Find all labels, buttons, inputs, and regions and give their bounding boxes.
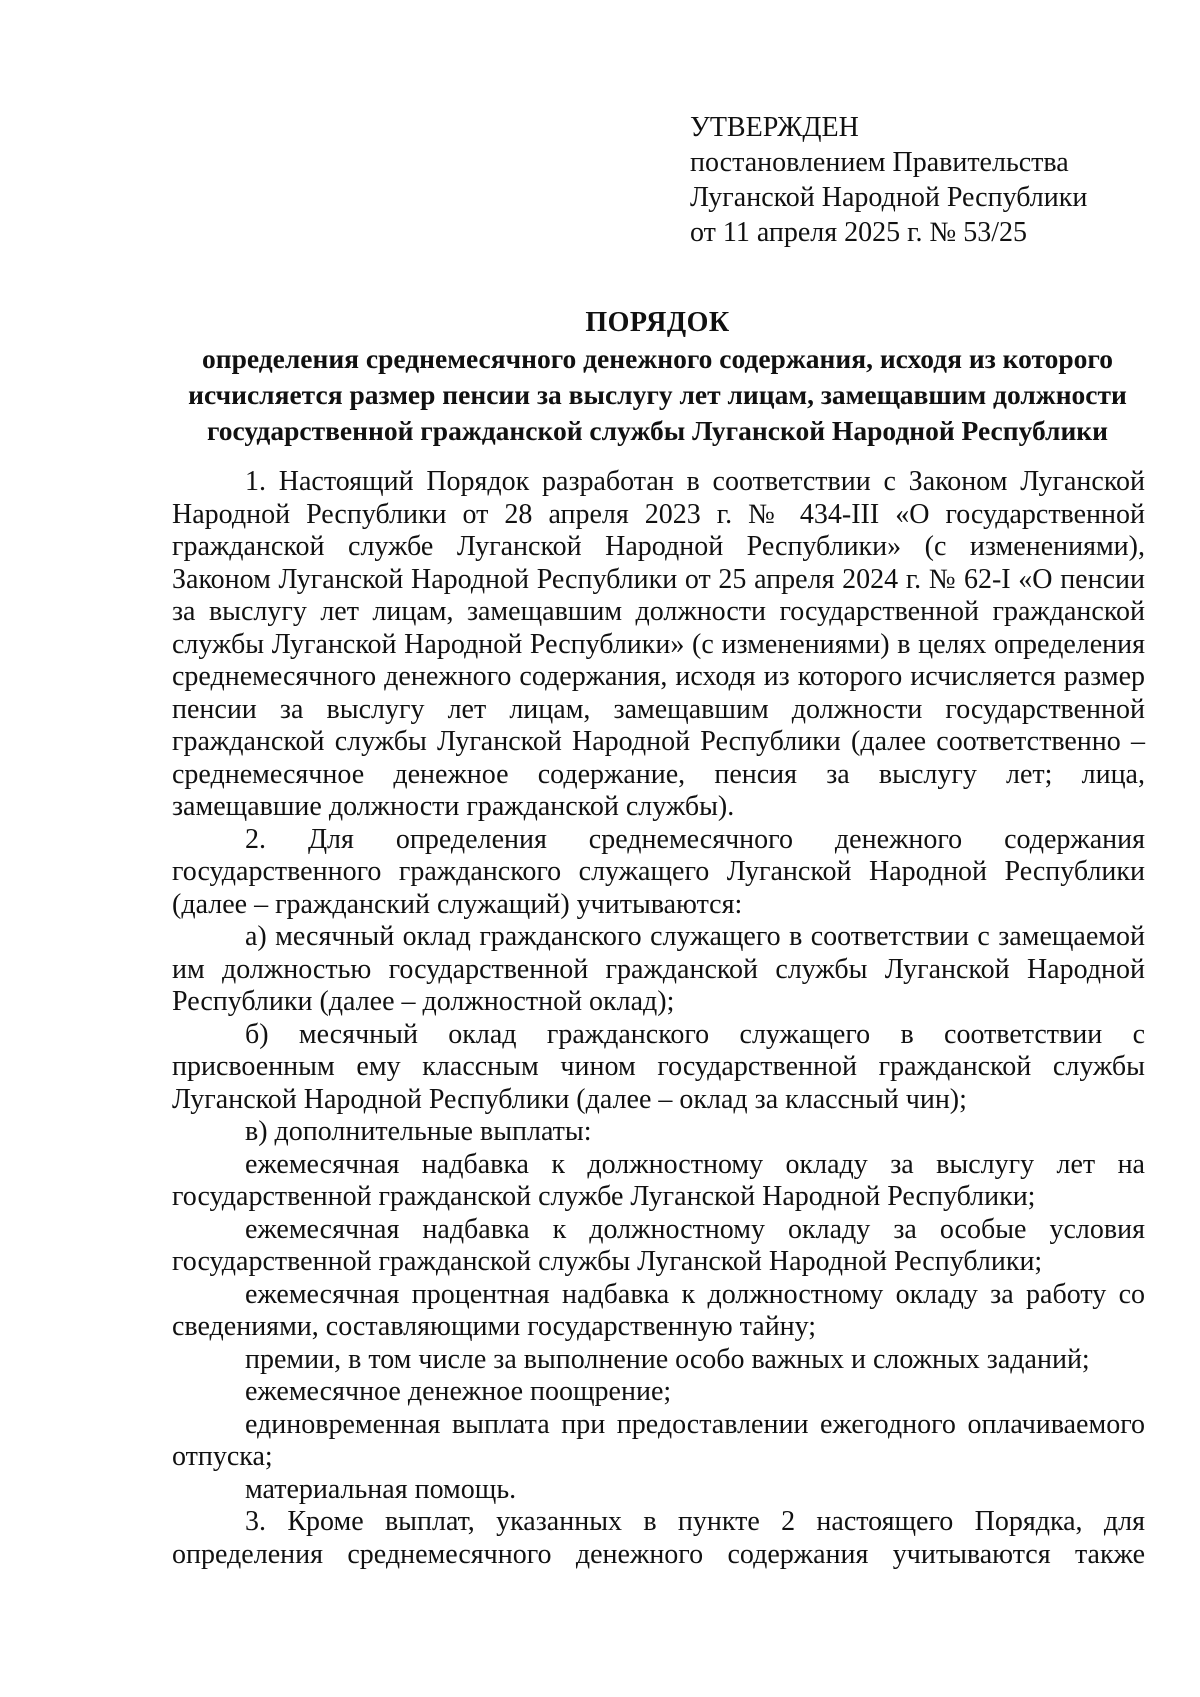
paragraph-2b: б) месячный оклад гражданского служащего в соответствии с присвоенным ему классным чином государственной гражданской службы Луганской Народной Республики (далее – оклад за классный чин);	[172, 1018, 1145, 1115]
list-item: премии, в том числе за выполнение особо важных и сложных заданий;	[245, 1343, 1090, 1375]
paragraph-2a: а) месячный оклад гражданского служащего в соответствии с замещаемой им должностью государственной гражданской службы Луганской Народной Республики (далее – должностной оклад);	[172, 921, 1145, 1017]
paragraph-2c: в) дополнительные выплаты:	[245, 1116, 592, 1147]
list-item: материальная помощь.	[245, 1473, 517, 1505]
document-title-block	[170, 305, 1145, 449]
list-item: ежемесячное денежное поощрение;	[245, 1376, 672, 1407]
list-item: ежемесячная надбавка к должностному окладу за особые условия государственной гражданской службы Луганской Народной Республики;	[172, 1213, 1145, 1277]
document-subtitle	[170, 341, 1145, 449]
approval-date-line: от 11 апреля 2025 г. № 53/25	[690, 217, 1027, 248]
subtitle-line: определения среднемесячного денежного содержания, исходя из которого	[202, 343, 1113, 374]
paragraph-1: 1. Настоящий Порядок разработан в соответствии с Законом Луганской Народной Республики от 28 апреля 2023 г. № 434-III «О государственной гражданской службе Луганской Народной Республики» (с изменениями), Законом Луганской Народной Республики от 25 апреля 2024 г. № 62-I «О пенсии за выслугу лет лицам, замещавшим должности государственной гражданской службы Луганской Народной Республики» (с изменениями) в целях определения среднемесячного денежного содержания, исходя из которого исчисляется размер пенсии за выслугу лет лицам, замещавшим должности государственной гражданской службы Луганской Народной Республики (далее соответственно – среднемесячное денежное содержание, пенсия за выслугу лет; лица, замещавшие должности гражданской службы).	[172, 466, 1145, 822]
list-item: ежемесячная надбавка к должностному окладу за выслугу лет на государственной гражданской службе Луганской Народной Республики;	[172, 1148, 1145, 1212]
paragraph-2: 2. Для определения среднемесячного денежного содержания государственного гражданского служащего Луганской Народной Республики (далее – гражданский служащий) учитываются:	[172, 823, 1145, 920]
subtitle-line: исчисляется размер пенсии за выслугу лет лицам, замещавшим должности	[188, 379, 1127, 410]
document-body	[172, 466, 1145, 1571]
paragraph-3: 3. Кроме выплат, указанных в пункте 2 настоящего Порядка, для определения среднемесячного денежного содержания учитываются также	[172, 1506, 1145, 1570]
approval-line: Луганской Народной Республики	[690, 182, 1088, 213]
approval-stamp-block	[690, 110, 1087, 250]
list-item: ежемесячная процентная надбавка к должностному окладу за работу со сведениями, составляющими государственную тайну;	[172, 1278, 1145, 1342]
document-title: ПОРЯДОК	[585, 307, 730, 338]
subtitle-line: государственной гражданской службы Луганской Народной Республики	[207, 415, 1108, 446]
list-item: единовременная выплата при предоставлении ежегодного оплачиваемого отпуска;	[172, 1408, 1145, 1472]
approval-heading: УТВЕРЖДЕН	[690, 112, 859, 143]
approval-line: постановлением Правительства	[690, 147, 1069, 178]
